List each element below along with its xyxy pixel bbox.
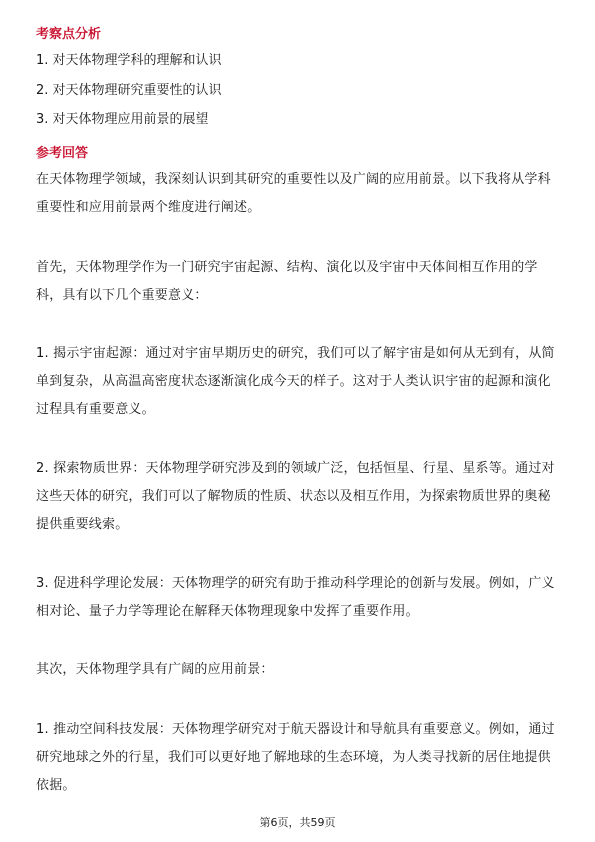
- page-number: 第6页，共59页: [259, 816, 336, 829]
- answer-paragraph-app-1: 1. 推动空间科技发展：天体物理学研究对于航天器设计和导航具有重要意义。例如，通过研究地球之外的行星，我们可以更好地了解地球的生态环境，为人类寻找新的居住地提供依据。: [36, 722, 555, 793]
- answer-paragraph-point-2: 2. 探索物质世界：天体物理学研究涉及到的领域广泛，包括恒星、行星、星系等。通过对这些天体的研究，我们可以了解物质的性质、状态以及相互作用，为探索物质世界的奥秘提供重要线索。: [36, 461, 555, 532]
- section-title-answer: 参考回答: [36, 146, 89, 161]
- answer-paragraph-second: 其次，天体物理学具有广阔的应用前景：: [36, 662, 274, 677]
- answer-paragraph-point-3: 3. 促进科学理论发展：天体物理学的研究有助于推动科学理论的创新与发展。例如，广义相对论、量子力学等理论在解释天体物理现象中发挥了重要作用。: [36, 576, 555, 619]
- answer-paragraph-point-1: 1. 揭示宇宙起源：通过对宇宙早期历史的研究，我们可以了解宇宙是如何从无到有，从简单到复杂，从高温高密度状态逐渐演化成今天的样子。这对于人类认识宇宙的起源和演化过程具有重要意义。: [36, 346, 555, 417]
- analysis-item-2: 2. 对天体物理研究重要性的认识: [36, 83, 222, 98]
- analysis-item-1: 1. 对天体物理学科的理解和认识: [36, 53, 222, 68]
- answer-paragraph-first: 首先，天体物理学作为一门研究宇宙起源、结构、演化以及宇宙中天体间相互作用的学科，具有以下几个重要意义：: [36, 260, 538, 303]
- section-title-analysis: 考察点分析: [36, 27, 102, 42]
- answer-paragraph-intro: 在天体物理学领域，我深刻认识到其研究的重要性以及广阔的应用前景。以下我将从学科重要性和应用前景两个维度进行阐述。: [36, 172, 551, 215]
- analysis-item-3: 3. 对天体物理应用前景的展望: [36, 112, 209, 127]
